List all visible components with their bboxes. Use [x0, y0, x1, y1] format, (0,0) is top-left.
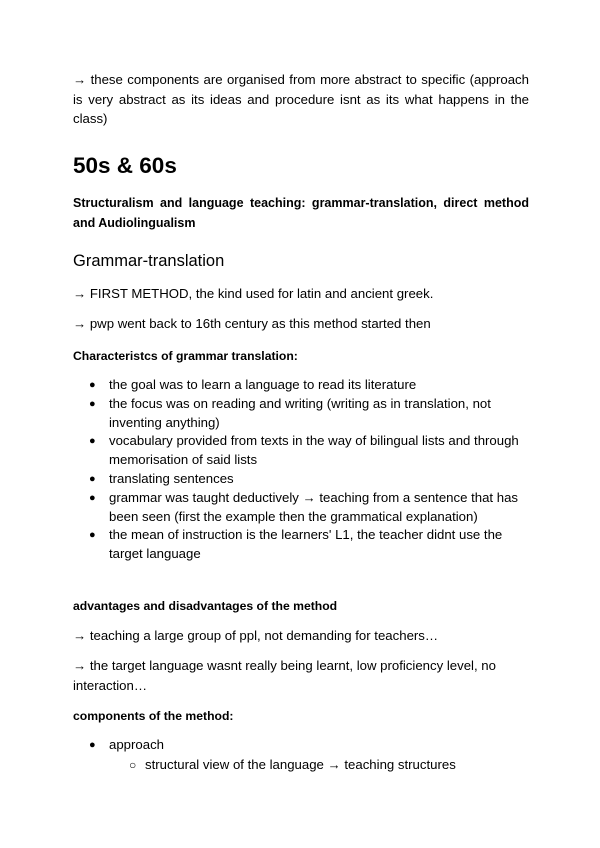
bullet-icon: ● [89, 397, 96, 410]
components-sublist [73, 756, 529, 775]
advantages-heading: advantages and disadvantages of the method [73, 599, 338, 613]
list-item: ● the mean of instruction is the learners' L1, the teacher didnt use the target language [89, 527, 503, 562]
note-pwp: → pwp went back to 16th century as this method started then [73, 316, 431, 331]
list-item: ● vocabulary provided from texts in the way of bilingual lists and through memorisation of said lists [89, 433, 519, 468]
bullet-icon: ● [89, 529, 96, 542]
advantages-line-1: → teaching a large group of ppl, not demanding for teachers… [73, 628, 439, 643]
list-item: ● the goal was to learn a language to read its literature [73, 376, 529, 395]
components-list [73, 736, 529, 755]
bullet-icon: ● [89, 472, 96, 485]
bullet-icon: ● [89, 739, 96, 751]
advantages-line-2: → the target language wasnt really being learnt, low proficiency level, no interaction… [73, 658, 496, 693]
subtitle: Structuralism and language teaching: grammar-translation, direct method and Audiolingualism [73, 196, 529, 230]
bullet-icon: ● [89, 491, 96, 504]
characteristics-list [73, 376, 529, 564]
note-first-method: → FIRST METHOD, the kind used for latin and ancient greek. [73, 286, 434, 301]
hollow-bullet-icon: ○ [129, 758, 137, 772]
list-item: ● grammar was taught deductively → teaching from a sentence that has been seen (first the example then the grammatical explanation) [89, 489, 519, 524]
list-item: ● approach [73, 736, 529, 755]
list-item: ○ structural view of the language → teaching structures [73, 756, 529, 775]
bullet-icon: ● [89, 435, 96, 448]
intro-paragraph: → these components are organised from more abstract to specific (approach is very abstract as its ideas and procedure isnt as its what happens in the class) [73, 72, 529, 126]
page-title: 50s & 60s [73, 153, 177, 178]
characteristics-heading: Characteristcs of grammar translation: [73, 349, 298, 363]
list-item: ● the focus was on reading and writing (writing as in translation, not inventing anything) [89, 395, 491, 430]
bullet-icon: ● [89, 379, 96, 391]
components-heading: components of the method: [73, 709, 234, 723]
list-item: ● translating sentences [73, 470, 529, 489]
section-title: Grammar-translation [73, 252, 225, 270]
